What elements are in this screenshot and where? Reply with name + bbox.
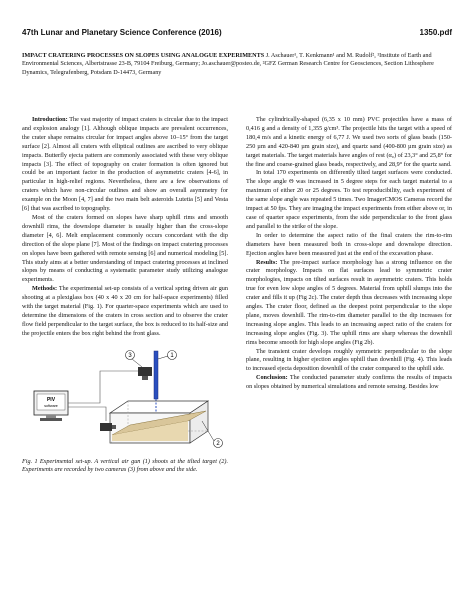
paper-id: 1350.pdf (419, 28, 452, 37)
methods-heading: Methods: (32, 285, 58, 293)
intro-text-1: The vast majority of impact craters is circular due to the impact and explosion analogy [1]. Although oblique impacts are prevalent occurrences, the crater shape remains circular for impact angles above 10–15° from the target surface [2]. Almost all craters with elliptical outlines are ascribed to very oblique impacts. Butterfly ejecta pattern are commonly associated with these very oblique impacts [3]. The effect of topography on crater formation is often ignored but could be an important factor in the production of asymmetric craters [4-6], in particular in high-relief regions. Nevertheless, there are a few observations of craters which have non-circular outlines and show an overall asymmetry for example on the Moon [4, 7] and the two main belt asteroids Lutetia [5] and Vesta [6] that was ascribed to topography. (22, 116, 228, 213)
title-block (22, 52, 452, 77)
top-camera-icon (138, 367, 152, 376)
conclusion-heading: Conclusion: (256, 374, 288, 382)
authors-affiliations: J. Aschauer¹, T. Kenkmann¹ and M. Rudolf², ¹Institute of Earth and Environmental Sciences, Albertstrasse 23-B, 79104 Freiburg, Germany; Jo.aschauer@posteo.de, ²GFZ German Research Centre for Geosciences, Section Lithosphere Dynamics, Telegrafenberg, Potsdam D-14473, Germany (22, 52, 434, 76)
label-2: 2 (216, 440, 220, 447)
piv-text: PIV (46, 396, 56, 403)
intro-paragraph-2: Most of the craters formed on slopes have sharp uphill rims and smooth downhill rims, the downslope diameter is usually higher than the cross-slope diameter [4, 6]. Melt emplacement commonly occurs concordant with the dip direction of the slope plane [7]. Most of the findings on impact cratering processes on slopes have been gathered with remote sensing [6] and numerical modeling [5]. This study aims at a better understanding of impact cratering processes at inclined slopes by means of conducting a systematic parameter study utilizing analogue experiments. (22, 213, 228, 284)
figure-caption: Fig. 1 Experimental set-up. A vertical air gun (1) shoots at the tilted target (2). Experiments are recorded by two cameras (3) from above and the side. (22, 457, 228, 473)
target-box (110, 401, 208, 443)
results-heading: Results: (256, 258, 278, 266)
camera-cable-side (68, 407, 106, 421)
air-gun-icon (154, 351, 158, 399)
intro-heading: Introduction: (32, 116, 68, 123)
intro-paragraph-1 (22, 116, 228, 214)
results-paragraph-2: The transient crater develops roughly symmetric perpendicular to the slope plane, resulting in higher ejection angles uphill than downhill (Fig. 4). This leads to increased ejecta deposition downhill of the crater compared to the uphill side. (246, 347, 452, 373)
conference-name: 47th Lunar and Planetary Science Conference (2016) (22, 28, 222, 37)
label-1: 1 (170, 352, 174, 359)
side-camera-icon (100, 423, 112, 431)
methods-paragraph-2: The cylindrically-shaped (6,35 x 10 mm) PVC projectiles have a mass of 0,416 g and a density of 1,355 g/cm³. The projectile hits the target with a speed of 180,4 m/s and a kinetic energy of 6,77 J. We used two sorts of glass beads (150-250 µm and 420-840 µm grain size), and quartz sand (400-800 µm grain size) as target materials. The target materials have angles of rest (α₀) of 23,3° and 25,8° for the fine and coarse-grained glass beads, respectively, and 28,9° for the quartz sand. (246, 116, 452, 168)
running-header (22, 28, 452, 37)
paper-title: IMPACT CRATERING PROCESSES ON SLOPES USING ANALOGUE EXPERIMENTS (22, 52, 265, 59)
results-paragraph-1 (246, 259, 452, 348)
conclusion-text: The conducted parameter study confirms the results of impacts on slopes obtained by numerical simulations and remote sensing. Besides low (246, 374, 452, 391)
left-column (22, 116, 228, 474)
conclusion-paragraph (246, 374, 452, 392)
methods-paragraph-4: In order to determine the aspect ratio of the final craters the rim-to-rim diameters have been measured both in cross-slope and downslope direction. Ejection angles have been measured just at the end of the excavation phase. (246, 231, 452, 257)
camera-cable-top (68, 371, 142, 403)
software-text: software (44, 403, 58, 408)
methods-text-1: The experimental set-up consists of a vertical spring driven air gun shooting at a plexiglass box (40 x 40 x 20 cm for half-space experiments) filled with the target material (Fig. 1). For quarter-space experiments which are used to determine the dimensions of the craters in cross section and to observe the crater flow field perpendicular to the target surface, the box is reduced to its half-size and the projectile enters the box right behind the front glass. (22, 285, 228, 337)
experimental-setup-figure (22, 343, 228, 451)
results-text-1: The pre-impact surface morphology has a strong influence on the crater morphology. Impacts on flat surfaces lead to symmetric crater morphologies, impacts on tilted surfaces result in asymmetric craters. This holds true for even low slope angles of 5 degrees. Material from uphill slumps into the crater and fills it up (Fig 2c). The crater depth thus decreases with increasing slope angles. The crater floor, defined as the deepest point perpendicular to the slope plane, moves downhill. The rim-to-rim diameter parallel to the dip increases for increasing slope angles. This leads to an increasing aspect ratio of the craters for increasing slope angles (Fig. 3). The uphill rims are sharp whereas the downhill rims become smooth for high slope angles (Fig 2b). (246, 258, 452, 346)
label-3: 3 (128, 352, 132, 359)
methods-paragraph-3: In total 170 experiments on differently tilted target surfaces were conducted. The slope angle Θ was increased in 5 degree steps for each target material to a maximum of either 20 or 25 degrees. To test reproducibility, each experiment of the same slope angle was repeated 5 times. Two ImagerCMOS Cameras record the impact at 50 fps. They are imaging the impact experiments from either above or, in case of quarter space experiments, from the side perpendicular to the front glass and parallel to the strike of the slope. (246, 169, 452, 230)
right-column (246, 116, 452, 392)
methods-paragraph-1 (22, 285, 228, 338)
